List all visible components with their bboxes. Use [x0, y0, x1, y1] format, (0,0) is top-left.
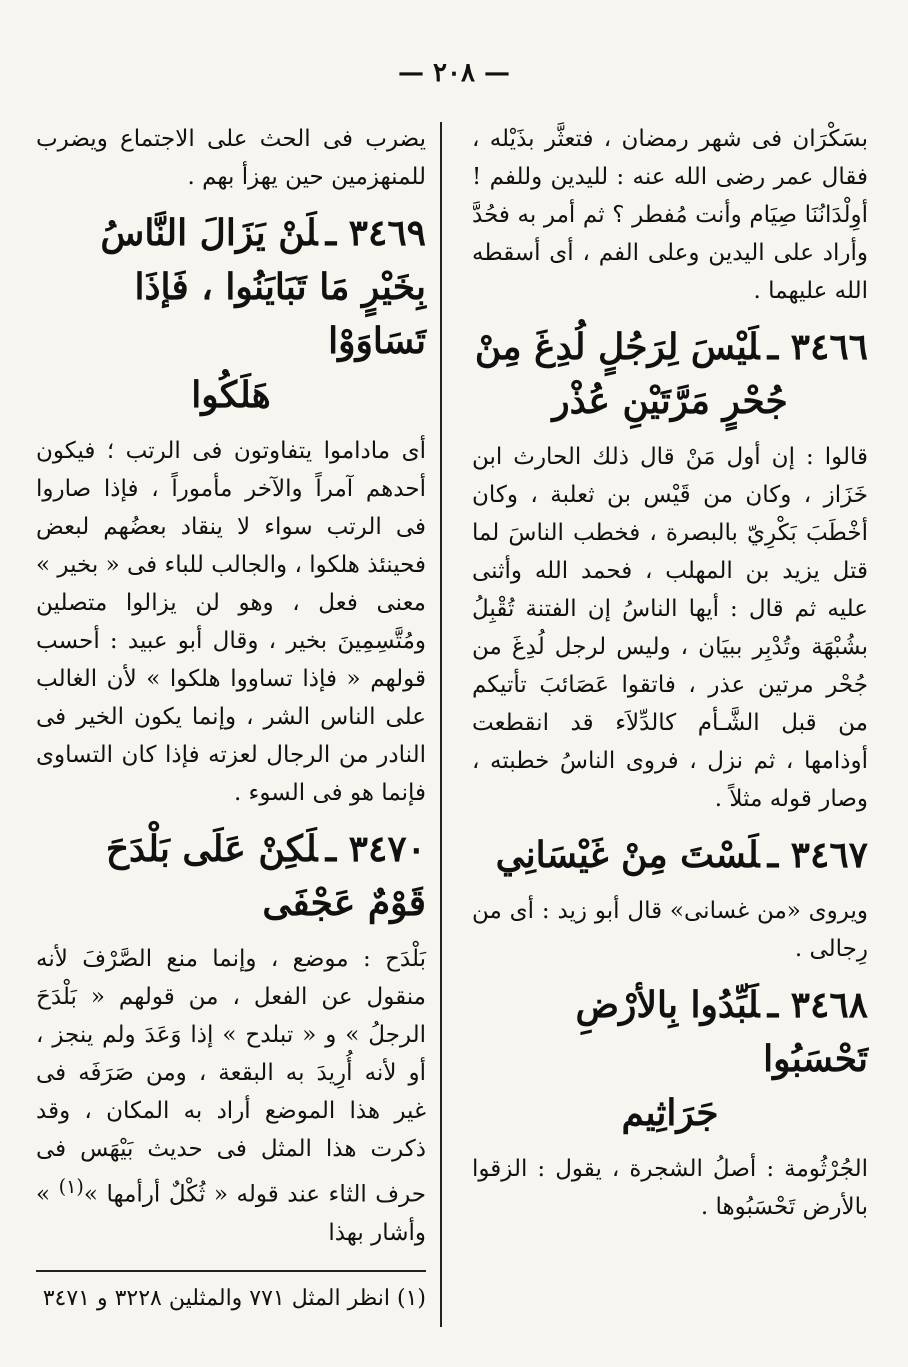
paragraph: قالوا : إن أول مَنْ قال ذلك الحارث ابن خَزَاز ، وكان من قَيْس بن ثعلبة ، وكان أخْطَبَ بَكْرِيّ بالبصرة ، فخطب الناسَ لما قتل يزيد بن المهلب ، فحمد الله وأثنى عليه ثم قال : أيها الناسُ إن الفتنة تُقْبِلُ بشُبْهَة وتُدْبِر ببيَان ، وليس لرجل لُدِغَ من جُحْر مرتين عذر ، فاتقوا عَصَائبَ تأتيكم من قبل الشَّـأم كالدِّلاَء قد انقطعت أوذامها ، ثم نزل ، فروى الناسُ خطبته ، وصار قوله مثلاً . [472, 444, 868, 812]
paragraph-text-end: » وأشار بهذا [36, 1181, 426, 1246]
proverb-number: ٣٤٧٠ ـ [325, 828, 426, 870]
proverb-heading-3469 [36, 206, 426, 422]
paragraph: بسَكْرَان فى شهر رمضان ، فتعثَّر بذَيْله ، فقال عمر رضى الله عنه : لليدين وللفم ! أوِلْدَانُنَا صِيَام وأنت مُفطر ؟ ثم أمر به فحُدَّ وأراد على اليدين وعلى الفم ، أى أسقطه الله عليهما . [472, 126, 868, 304]
proverb-text: لَيْسَ لِرَجُلٍ لُدِغَ مِنْ [474, 326, 760, 368]
proverb-number: ٣٤٦٨ ـ [767, 984, 868, 1026]
proverb-text-continued: جُحْرٍ مَرَّتَيْنِ عُذْر [552, 380, 788, 422]
paragraph-text: بَلْدَح : موضع ، وإنما منع الصَّرْفَ لأنه منقول عن الفعل ، من قولهم « بَلْدَحَ الرجلُ » و « تبلدح » إذا وَعَدَ ولم ينجز ، أو لأنه أُرِيدَ به البقعة ، ومن صَرَفَه فى غير هذا الموضع أراد به المكان ، وقد ذكرت هذا المثل فى حديث بَيْهَس فى حرف الثاء عند قوله « ثُكْلٌ أرأمها » [36, 946, 426, 1208]
proverb-number: ٣٤٦٧ ـ [767, 834, 868, 876]
proverb-heading-3468 [472, 978, 868, 1140]
footnote-reference: (١) [58, 1175, 84, 1198]
left-column [36, 120, 426, 1258]
proverb-heading-3467 [472, 828, 868, 882]
right-column [472, 120, 868, 1232]
page-number: — ٢٠٨ — [397, 58, 511, 88]
paragraph [36, 940, 426, 1252]
proverb-number: ٣٤٦٩ ـ [325, 212, 426, 254]
proverb-text-continued: هَلَكُوا [191, 374, 271, 416]
proverb-text: لَسْتَ مِنْ غَيْسَانِي [495, 834, 760, 876]
paragraph: أى ماداموا يتفاوتون فى الرتب ؛ فيكون أحدهم آمراً والآخر مأموراً ، فإذا صاروا فى الرتب سواء لا ينقاد بعضُهم لبعض فحينئذ هلكوا ، والجالب للباء فى « بخير » معنى فعل ، وهو لن يزالوا متصلين ومُتَّسِمِينَ بخير ، وقال أبو عبيد : أحسب قولهم « فإذا تساووا هلكوا » لأن الغالب على الناس الشر ، وإنما يكون الخير فى النادر من الرجال لعزته فإذا كان التساوى فإنما هو فى السوء . [36, 438, 426, 806]
proverb-text: لَكِنْ عَلَى بَلْدَحَ قَوْمٌ عَجْفَى [105, 828, 426, 924]
proverb-number: ٣٤٦٦ ـ [767, 326, 868, 368]
paragraph: يضرب فى الحث على الاجتماع ويضرب للمنهزمين حين يهزأ بهم . [36, 126, 426, 190]
proverb-text: لَبِّدُوا بِالأرْضِ تَحْسَبُوا [575, 984, 868, 1080]
column-divider [440, 122, 442, 1327]
proverb-heading-3470 [36, 822, 426, 930]
footnote: (١) انظر المثل ٧٧١ والمثلين ٣٢٢٨ و ٣٤٧١ [42, 1286, 426, 1311]
paragraph: الجُرْثُومة : أصلُ الشجرة ، يقول : الزقوا بالأرض تَحْسَبُوها . [472, 1156, 868, 1220]
proverb-text-continued: جَرَاثِيم [621, 1092, 719, 1134]
paragraph: ويروى «من غسانى» قال أبو زيد : أى من رِجالى . [472, 898, 868, 962]
proverb-heading-3466 [472, 320, 868, 428]
footnote-rule [36, 1270, 426, 1272]
proverb-text: لَنْ يَزَالَ النَّاسُ بِخَيْرٍ مَا تَبَايَنُوا ، فَإذَا تَسَاوَوْا [100, 212, 426, 362]
